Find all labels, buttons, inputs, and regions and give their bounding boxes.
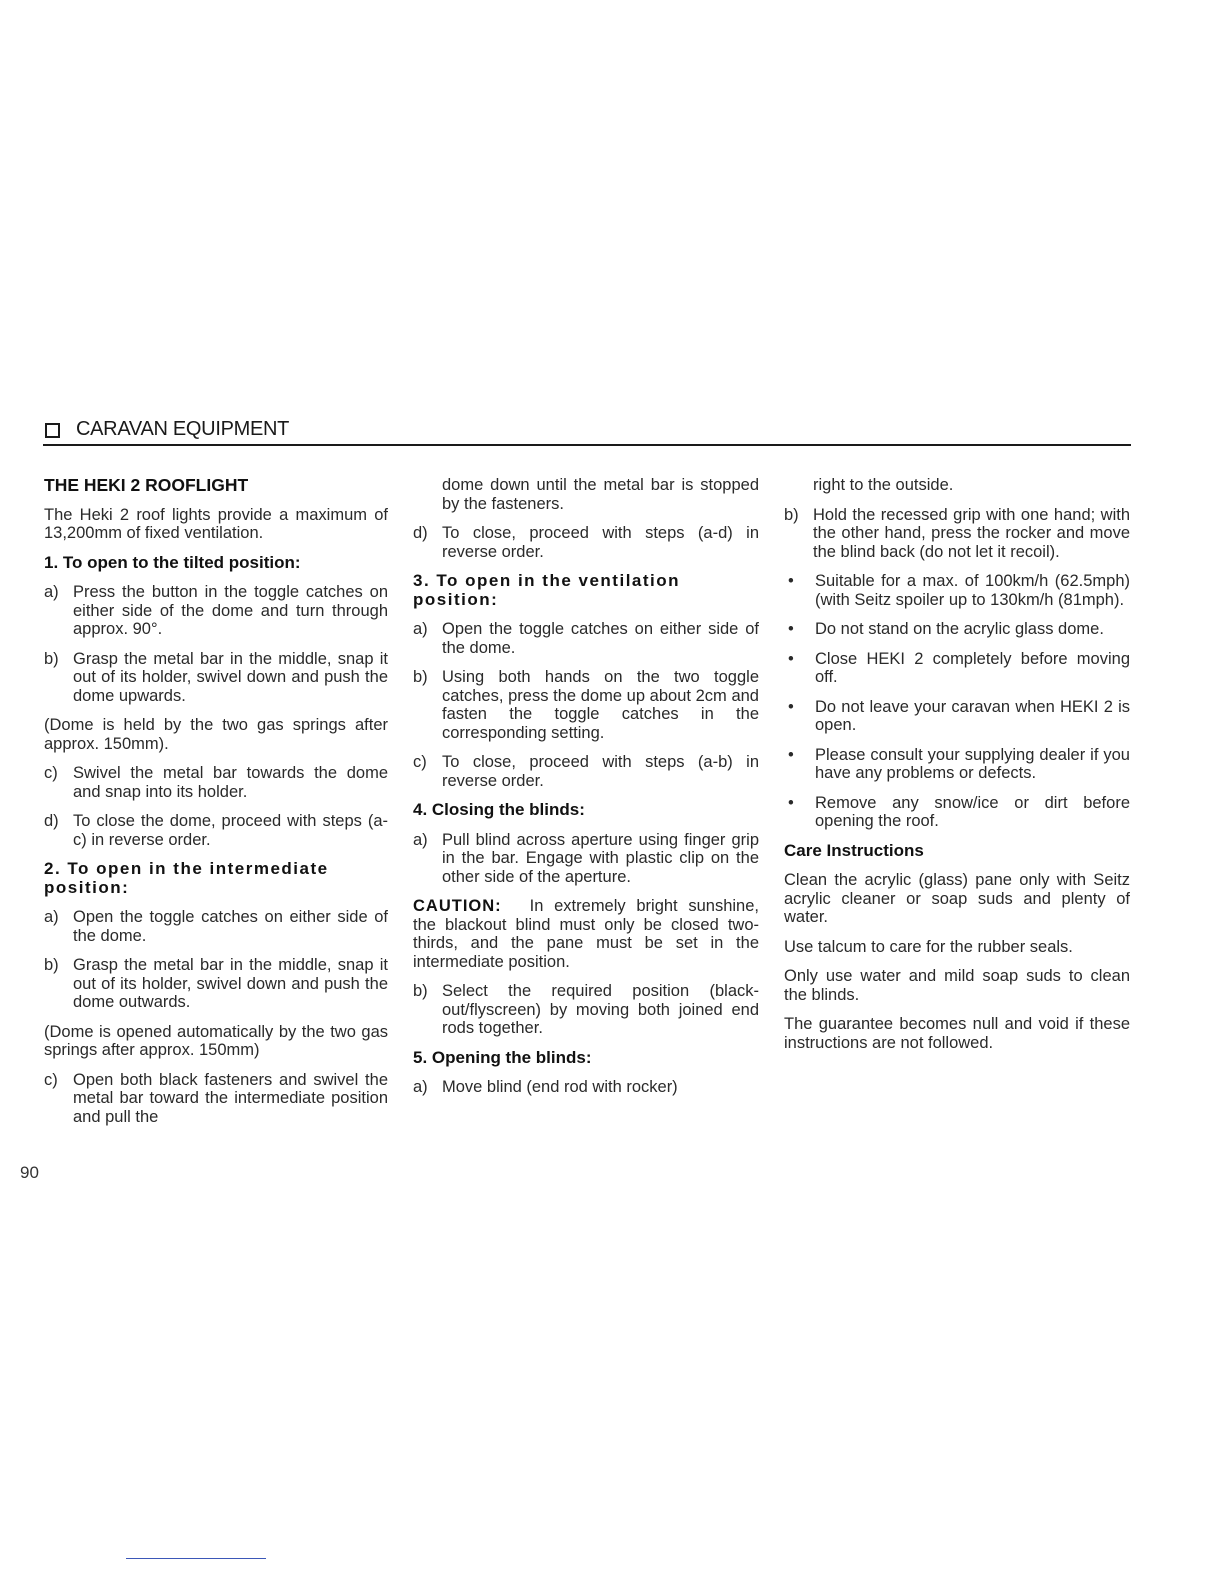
list-item (413, 668, 759, 742)
bullet-text: Close HEKI 2 completely before moving off. (815, 649, 1130, 686)
list-item (44, 764, 388, 801)
list-text: Pull blind across aperture using finger grip in the bar. Engage with plastic clip on the other side of the aperture. (442, 830, 759, 886)
list-marker: a) (413, 1078, 428, 1096)
list-item (44, 956, 388, 1012)
bullet-item (784, 698, 1130, 735)
list-marker: a) (44, 908, 59, 926)
list-text: Using both hands on the two toggle catches, press the dome up about 2cm and fasten the toggle catches in the corresponding setting. (442, 668, 759, 742)
care-paragraph: Clean the acrylic (glass) pane only with Seitz acrylic cleaner or soap suds and plenty of water. (784, 871, 1130, 926)
list-item (44, 650, 388, 706)
bullet-text: Do not stand on the acrylic glass dome. (815, 620, 1104, 638)
section-header (43, 418, 1131, 446)
list-text: Open both black fasteners and swivel the metal bar toward the intermediate position and pull the (73, 1070, 388, 1126)
bullet-item (784, 572, 1130, 609)
list-marker: a) (413, 830, 428, 849)
bullet-icon: • (788, 649, 794, 668)
bullet-item (784, 794, 1130, 831)
bullet-text: Do not leave your caravan when HEKI 2 is open. (815, 697, 1130, 734)
section-title: CARAVAN EQUIPMENT (76, 418, 290, 440)
list-text: To close, proceed with steps (a-d) in reverse order. (442, 524, 759, 561)
heading-opening-blinds: 5. Opening the blinds: (413, 1047, 592, 1067)
list-text: Move blind (end rod with rocker) (442, 1078, 678, 1096)
list-marker: d) (44, 812, 59, 830)
intro-paragraph: The Heki 2 roof lights provide a maximum of 13,200mm of fixed ventilation. (44, 505, 388, 542)
list-marker: a) (413, 620, 428, 638)
list-text: Select the required position (black-out/flyscreen) by moving both joined end rods together. (442, 982, 759, 1037)
list-text: To close the dome, proceed with steps (a-c) in reverse order. (73, 812, 388, 849)
care-paragraph: Use talcum to care for the rubber seals. (784, 937, 1073, 956)
bullet-text: Remove any snow/ice or dirt before opening the roof. (815, 793, 1130, 830)
list-item (413, 620, 759, 657)
bullet-item (784, 620, 1130, 639)
heading-heki-rooflight: THE HEKI 2 ROOFLIGHT (44, 475, 249, 495)
list-marker: d) (413, 524, 428, 542)
list-marker: b) (413, 668, 428, 686)
list-text: Open the toggle catches on either side of the dome. (73, 908, 388, 945)
bullet-icon: • (788, 793, 794, 812)
page-number: 90 (20, 1163, 39, 1182)
list-text: Open the toggle catches on either side of the dome. (442, 620, 759, 657)
care-paragraph: Only use water and mild soap suds to clean the blinds. (784, 967, 1130, 1004)
list-marker: b) (413, 982, 428, 1000)
list-text-continued: dome down until the metal bar is stopped by the fasteners. (442, 476, 759, 513)
list-text: To close, proceed with steps (a-b) in reverse order. (442, 753, 759, 790)
list-item (784, 506, 1130, 562)
bullet-text: Please consult your supplying dealer if you have any problems or defects. (815, 745, 1130, 782)
bullet-item (784, 650, 1130, 687)
caution-text: In extremely bright sunshine, the blackout blind must only be closed two-thirds, and the pane must be set in the intermediate position. (413, 897, 759, 971)
column-1 (44, 476, 388, 1137)
heading-closing-blinds: 4. Closing the blinds: (413, 800, 585, 819)
heading-intermediate-position: 2. To open in the intermediate position: (44, 859, 329, 897)
list-marker: c) (413, 753, 427, 771)
list-text: Grasp the metal bar in the middle, snap it out of its holder, swivel down and push the dome outwards. (73, 956, 388, 1011)
list-marker: c) (44, 1070, 58, 1089)
list-text: Press the button in the toggle catches on either side of the dome and turn through approx. 90°. (73, 583, 388, 638)
list-item (44, 583, 388, 639)
bullet-icon: • (788, 572, 794, 590)
caution-label: CAUTION: (413, 897, 502, 915)
list-item (44, 908, 388, 945)
column-2 (413, 476, 759, 1108)
list-item (413, 831, 759, 887)
list-item (44, 1071, 388, 1127)
bullet-icon: • (788, 745, 794, 764)
list-text: Hold the recessed grip with one hand; with the other hand, press the rocker and move the blind back (do not let it recoil). (813, 505, 1130, 561)
list-marker: b) (44, 956, 59, 974)
list-item (413, 982, 759, 1038)
bullet-item (784, 746, 1130, 783)
list-marker: c) (44, 764, 58, 782)
care-paragraph: The guarantee becomes null and void if these instructions are not followed. (784, 1015, 1130, 1052)
bullet-icon: • (788, 697, 794, 716)
list-text: Swivel the metal bar towards the dome and snap into its holder. (73, 764, 388, 801)
list-item (413, 753, 759, 790)
footer-rule (126, 1558, 266, 1559)
heading-care-instructions: Care Instructions (784, 840, 924, 860)
list-marker: b) (784, 505, 799, 524)
list-marker: a) (44, 583, 59, 601)
heading-ventilation-position: 3. To open in the ventilation position: (413, 571, 681, 609)
list-item (413, 524, 759, 561)
caution-paragraph (413, 897, 759, 971)
column-3 (784, 476, 1130, 1063)
heading-tilted-position: 1. To open to the tilted position: (44, 552, 301, 572)
list-item (413, 1078, 759, 1097)
list-text: Grasp the metal bar in the middle, snap it out of its holder, swivel down and push the dome upwards. (73, 649, 388, 705)
note-paragraph: (Dome is opened automatically by the two gas springs after approx. 150mm) (44, 1022, 388, 1059)
bullet-text: Suitable for a max. of 100km/h (62.5mph) (with Seitz spoiler up to 130km/h (81mph). (815, 572, 1130, 609)
list-marker: b) (44, 649, 59, 668)
list-text-continued: right to the outside. (813, 476, 954, 494)
note-paragraph: (Dome is held by the two gas springs after approx. 150mm). (44, 716, 388, 753)
list-item (44, 812, 388, 849)
bullet-icon: • (788, 620, 794, 638)
checkbox-square-icon (45, 423, 60, 438)
